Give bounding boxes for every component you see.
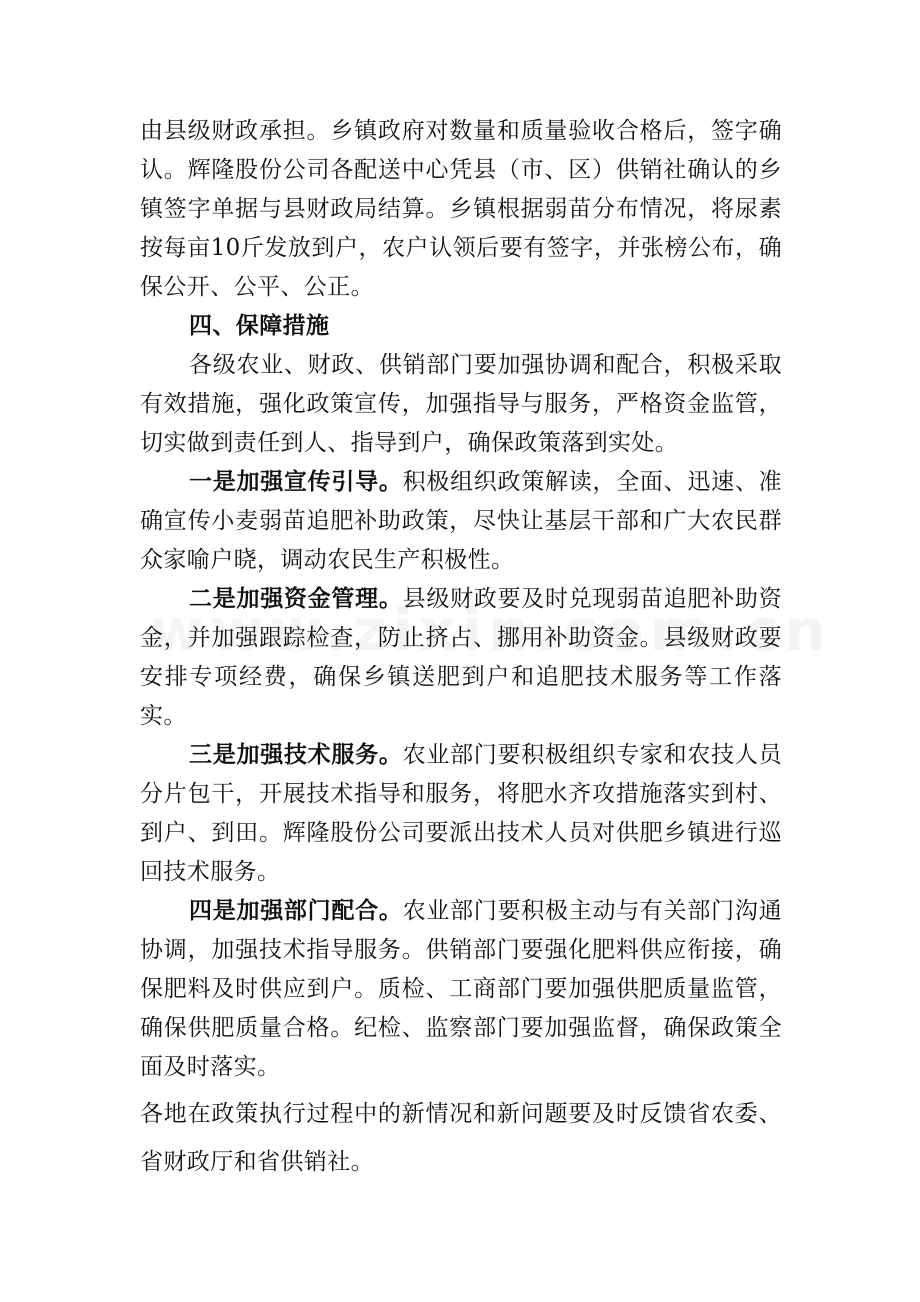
measure-paragraph-1 — [140, 463, 782, 580]
closing-paragraph: 各地在政策执行过程中的新情况和新问题要及时反馈省农委、省财政厅和省供销社。 — [140, 1101, 782, 1175]
measure-text-2: 县级财政要及时兑现弱苗追肥补助资金，并加强跟踪检查，防止挤占、挪用补助资金。县级财政要安排专项经费，确保乡镇送肥到户和追肥技术服务等工作落实。 — [140, 586, 782, 729]
measure-paragraph-2 — [140, 580, 782, 736]
section-intro-paragraph: 各级农业、财政、供销部门要加强协调和配合，积极采取有效措施，强化政策宣传，加强指导与服务，严格资金监管，切实做到责任到人、指导到户，确保政策落到实处。 — [140, 352, 782, 456]
measure-text-3: 农业部门要积极组织专家和农技人员分片包干，开展技术指导和服务，将肥水齐攻措施落实到村、到户、到田。辉隆股份公司要派出技术人员对供肥乡镇进行巡回技术服务。 — [140, 742, 782, 885]
measure-lead-1: 一是加强宣传引导。 — [189, 469, 403, 495]
measure-lead-3: 三是加强技术服务。 — [189, 742, 403, 768]
document-body — [140, 112, 782, 1186]
measure-text-4: 农业部门要积极主动与有关部门沟通协调，加强技术指导服务。供销部门要强化肥料供应衔接，确保肥料及时供应到户。质检、工商部门要加强供肥质量监管，确保供肥质量合格。纪检、监察部门要加强监督，确保政策全面及时落实。 — [140, 898, 782, 1080]
measure-text-1: 积极组织政策解读，全面、迅速、准确宣传小麦弱苗追肥补助政策，尽快让基层干部和广大农民群众家喻户晓，调动农民生产积极性。 — [140, 469, 782, 573]
measure-lead-2: 二是加强资金管理。 — [189, 586, 403, 612]
section-heading: 四、保障措施 — [189, 313, 330, 339]
opening-paragraph: 由县级财政承担。乡镇政府对数量和质量验收合格后，签字确认。辉隆股份公司各配送中心凭县（市、区）供销社确认的乡镇签字单据与县财政局结算。乡镇根据弱苗分布情况，将尿素按每亩10斤发放到户，农户认领后要有签字，并张榜公布，确保公开、公平、公正。 — [140, 118, 782, 300]
measure-paragraph-4 — [140, 892, 782, 1087]
measure-lead-4: 四是加强部门配合。 — [189, 898, 403, 924]
measure-paragraph-3 — [140, 736, 782, 892]
